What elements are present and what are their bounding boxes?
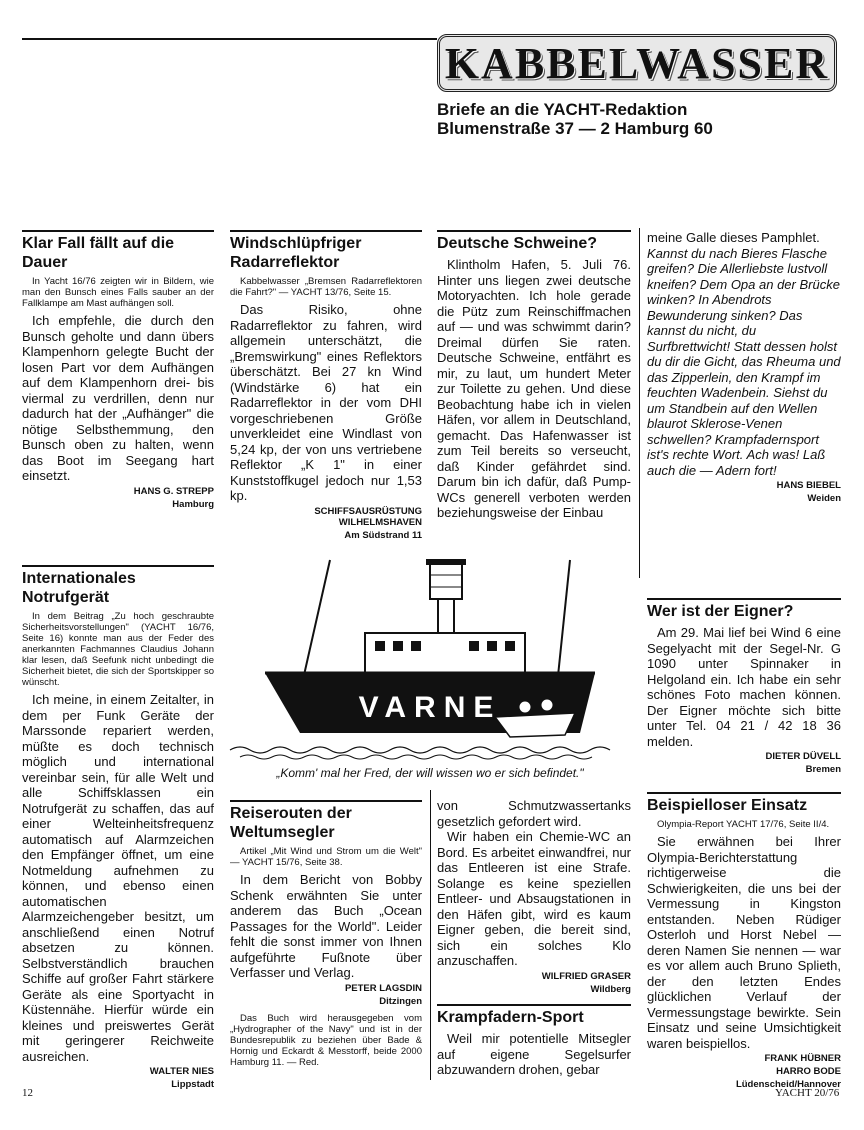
article-notrufgeraet <box>22 565 214 1090</box>
article-place: Lippstadt <box>171 1079 214 1090</box>
article-place: Bremen <box>805 764 841 775</box>
article-intro: In dem Beitrag „Zu hoch geschraubte Sicherheitsvorstellungen" (YACHT 16/76, Seite 16) konnte man aus der Feder des anerkannten Fachmannes Claudius Johann klar lesen, daß Seefunk nicht unbedingt die Sicherheit bietet, die sich der Sportskipper so wünscht. <box>22 611 214 688</box>
article-eigner <box>647 598 841 775</box>
ship-name: VARNE <box>358 691 502 724</box>
article-place: Lüdenscheid/Hannover <box>735 1079 841 1090</box>
article-title: Internationales Notrufgerät <box>22 565 214 607</box>
article-place: Weiden <box>807 493 841 504</box>
article-place: Ditzingen <box>379 995 422 1007</box>
article-reiserouten <box>230 800 422 1072</box>
article-place: Wildberg <box>590 983 631 995</box>
article-place: Hamburg <box>172 498 214 510</box>
article-poem <box>647 230 841 504</box>
lightship-drawing <box>225 545 635 763</box>
article-author: FRANK HÜBNER <box>764 1053 841 1064</box>
article-body: Ich empfehle, die durch den Bunsch geholte und dann übers Klampenhorn gelegte Bucht der losen Part vor dem Aufhängen auf dem Klampenhorn drei- bis viermal zu verdrillen, denn nur dadurch hat der „Aufhänger" die nötige Selbsthemmung, den Bunsch oben zu halten, wenn das Boot im Seegang hart einsetzt. <box>22 313 214 483</box>
logo-text: KABBELWASSER <box>444 38 830 88</box>
article-krampfadern <box>437 1004 631 1078</box>
article-place: Am Südstrand 11 <box>344 529 422 541</box>
article-author: WALTER NIES <box>149 1066 214 1077</box>
article-author: DIETER DÜVELL <box>765 751 841 762</box>
article-author: WILFRIED GRASER <box>541 970 631 982</box>
article-title: Krampfadern-Sport <box>437 1004 631 1027</box>
article-radarreflektor <box>230 230 422 541</box>
article-author: PETER LAGSDIN <box>344 982 422 994</box>
column-divider <box>639 228 640 578</box>
article-body: Wir haben ein Chemie-WC an Bord. Es arbeitet einwandfrei, nur das Entleeren ist eine Strafe. Solange es keine speziellen Entleer- und Absaugstationen in den Häfen gibt, wird es kaum Eigner geben, die bereit sind, sich ein solches Klo anzuschaffen. <box>437 829 631 968</box>
issue-label: YACHT 20/76 <box>775 1087 840 1099</box>
article-schweine-continued <box>437 798 631 995</box>
article-intro: Kabbelwasser „Bremsen Radarreflektoren die Fahrt?" — YACHT 13/76, Seite 15. <box>230 276 422 298</box>
article-body: Sie erwähnen bei Ihrer Olympia-Berichterstattung richtigerweise die Schwierigkeiten, die uns bei der Vermessung in Kingston entstanden. Neben Rüdiger Osterloh und Horst Nebel — deren Namen Sie nennen — war es vor allem auch Bruno Splieth, der den letzten Endes glücklichen Verlauf der Vermessungstage bewirkte. Sein Einsatz und seine Umsichtigkeit waren beispiellos. <box>647 834 841 1051</box>
article-title: Beispielloser Einsatz <box>647 792 841 815</box>
article-intro: Olympia-Report YACHT 17/76, Seite II/4. <box>657 819 830 830</box>
article-body-continued: von Schmutzwassertanks gesetzlich gefordert wird. <box>437 798 631 829</box>
poem-intro: meine Galle dieses Pamphlet. <box>647 230 820 245</box>
article-title: Deutsche Schweine? <box>437 230 631 253</box>
article-intro: In Yacht 16/76 zeigten wir in Bildern, wie man den Bunsch eines Falls sauber an der Fallklampe am Mast aufhängen soll. <box>22 276 214 309</box>
cartoon-lightship <box>225 545 635 763</box>
article-body: Das Risiko, ohne Radarreflektor zu fahren, wird allgemein unterschätzt, die „Bremswirkung" eines Reflektors überschätzt. Bei 27 kn Wind (Windstärke 6) hat ein Radarreflektor in der vom DHI vorgeschriebenen Größe unverkleidet eine Windlast von 5,24 kp, der von uns vertriebene Reflektor „K 1" in einer Kunststoffkugel jedoch nur 1,53 kp. <box>230 302 422 503</box>
article-title: Windschlüpfriger Radarreflektor <box>230 230 422 272</box>
article-body: Weil mir potentielle Mitsegler auf eigene Segelsurfer abzuwandern drohen, gebar <box>437 1031 631 1077</box>
article-body: Am 29. Mai lief bei Wind 6 eine Segelyacht mit der Segel-Nr. G 1090 unter Spinnaker in Helgoland ein. Ich habe ein sehr schönes Foto machen können. Der Eigner möchte sich bitte unter Tel. 04 21 / 42 18 36 melden. <box>647 625 841 749</box>
article-author: HARRO BODE <box>776 1066 841 1077</box>
article-body: Klintholm Hafen, 5. Juli 76. Hinter uns liegen zwei deutsche Motoryachten. Ich hole gerade die Pütz zum Reinschiffmachen auf — und was schwimmt darin? Dreimal dürfen Sie raten. Deutsche Schweine, entfährt es mir, zu laut, um hundert Meter zur Toilette zu gehen. Und diese Beobachtung habe ich in vielen Häfen, vor allem in Deutschland, gemacht. Das Hafenwasser ist zum Teil bereits so verseucht, daß Kinder gefährdet sind. Darum bin ich dafür, daß Pump-WCs generell verboten werden beziehungsweise der Einbau <box>437 257 631 520</box>
article-title: Klar Fall fällt auf die Dauer <box>22 230 214 272</box>
article-author: SCHIFFSAUSRÜSTUNG WILHELMSHAVEN <box>314 505 422 528</box>
article-schweine <box>437 230 631 521</box>
poem-verse: Kannst du nach Bieres Flasche greifen? Die Allerliebste lustvoll kneifen? Dem Opa an der Brücke winken? In Abendrots Bewunderung sinken? Das kannst du nicht, du Surfbrettwicht! Statt dessen holst du dir die Gicht, das Rheuma und das Zipperlein, den Krampf im feuchten Wadenbein. Siehst du um Standbein auf den Wellen blaurot Sklerose-Venen schwellen? Krampfadernsport ist's rechte Wort. Ach was! Laß auch die — Adern fort! <box>647 245 841 478</box>
article-body: In dem Bericht von Bobby Schenk erwähnten Sie unter anderem das Buch „Ocean Passages for the World". Leider fehlt die sonst immer von Ihnen aufgeführte Fußnote über Verfasser und Verlag. <box>230 872 422 980</box>
cartoon-caption: „Komm' mal her Fred, der will wissen wo er sich befindet." <box>276 766 584 780</box>
top-rule <box>22 38 437 40</box>
page-number: 12 <box>22 1087 33 1099</box>
article-author: HANS G. STREPP <box>133 485 214 497</box>
article-body: Ich meine, in einem Zeitalter, in dem per Funk Geräte der Marssonde repariert werden, müßte es doch technisch möglich und international vereinbar sein, für alle Welt und alle Schiffsklassen ein Notrufgerät zu schaffen, das auf einer Welteinheitsfrequenz automatisch auf Alarmzeichen den Empfänger öffnet, um eine Notmeldung aufnehmen zu können, und ebenso einen automatischen Alarmzeichengeber besitzt, um anschließend einen Notruf absetzen zu können. Selbstverständlich brauchen Schiffe auf großer Fahrt stärkere Geräte als eine Sportyacht in Küstennähe. Hierfür würde ein kleines und preiswertes Gerät mit geringerer Reichweite ausreichen. <box>22 692 214 1064</box>
kabbelwasser-logo <box>437 34 837 92</box>
column-divider <box>430 790 431 1080</box>
editorial-address-line1: Briefe an die YACHT-Redaktion <box>437 100 688 119</box>
article-title: Wer ist der Eigner? <box>647 598 841 621</box>
editor-note: Das Buch wird herausgegeben vom „Hydrographer of the Navy" und ist in der Bundesrepublik zu beziehen über Bade & Hornig und Eckardt & Messtorff, beide 2000 Hamburg 11. — Red. <box>230 1012 422 1068</box>
article-beispiellos <box>647 792 841 1090</box>
editorial-address-line2: Blumenstraße 37 — 2 Hamburg 60 <box>437 119 713 138</box>
article-author: HANS BIEBEL <box>776 480 841 491</box>
article-title: Reiserouten der Weltumsegler <box>230 800 422 842</box>
article-intro: Artikel „Mit Wind und Strom um die Welt" — YACHT 15/76, Seite 38. <box>230 846 422 868</box>
article-klar-fall <box>22 230 214 510</box>
